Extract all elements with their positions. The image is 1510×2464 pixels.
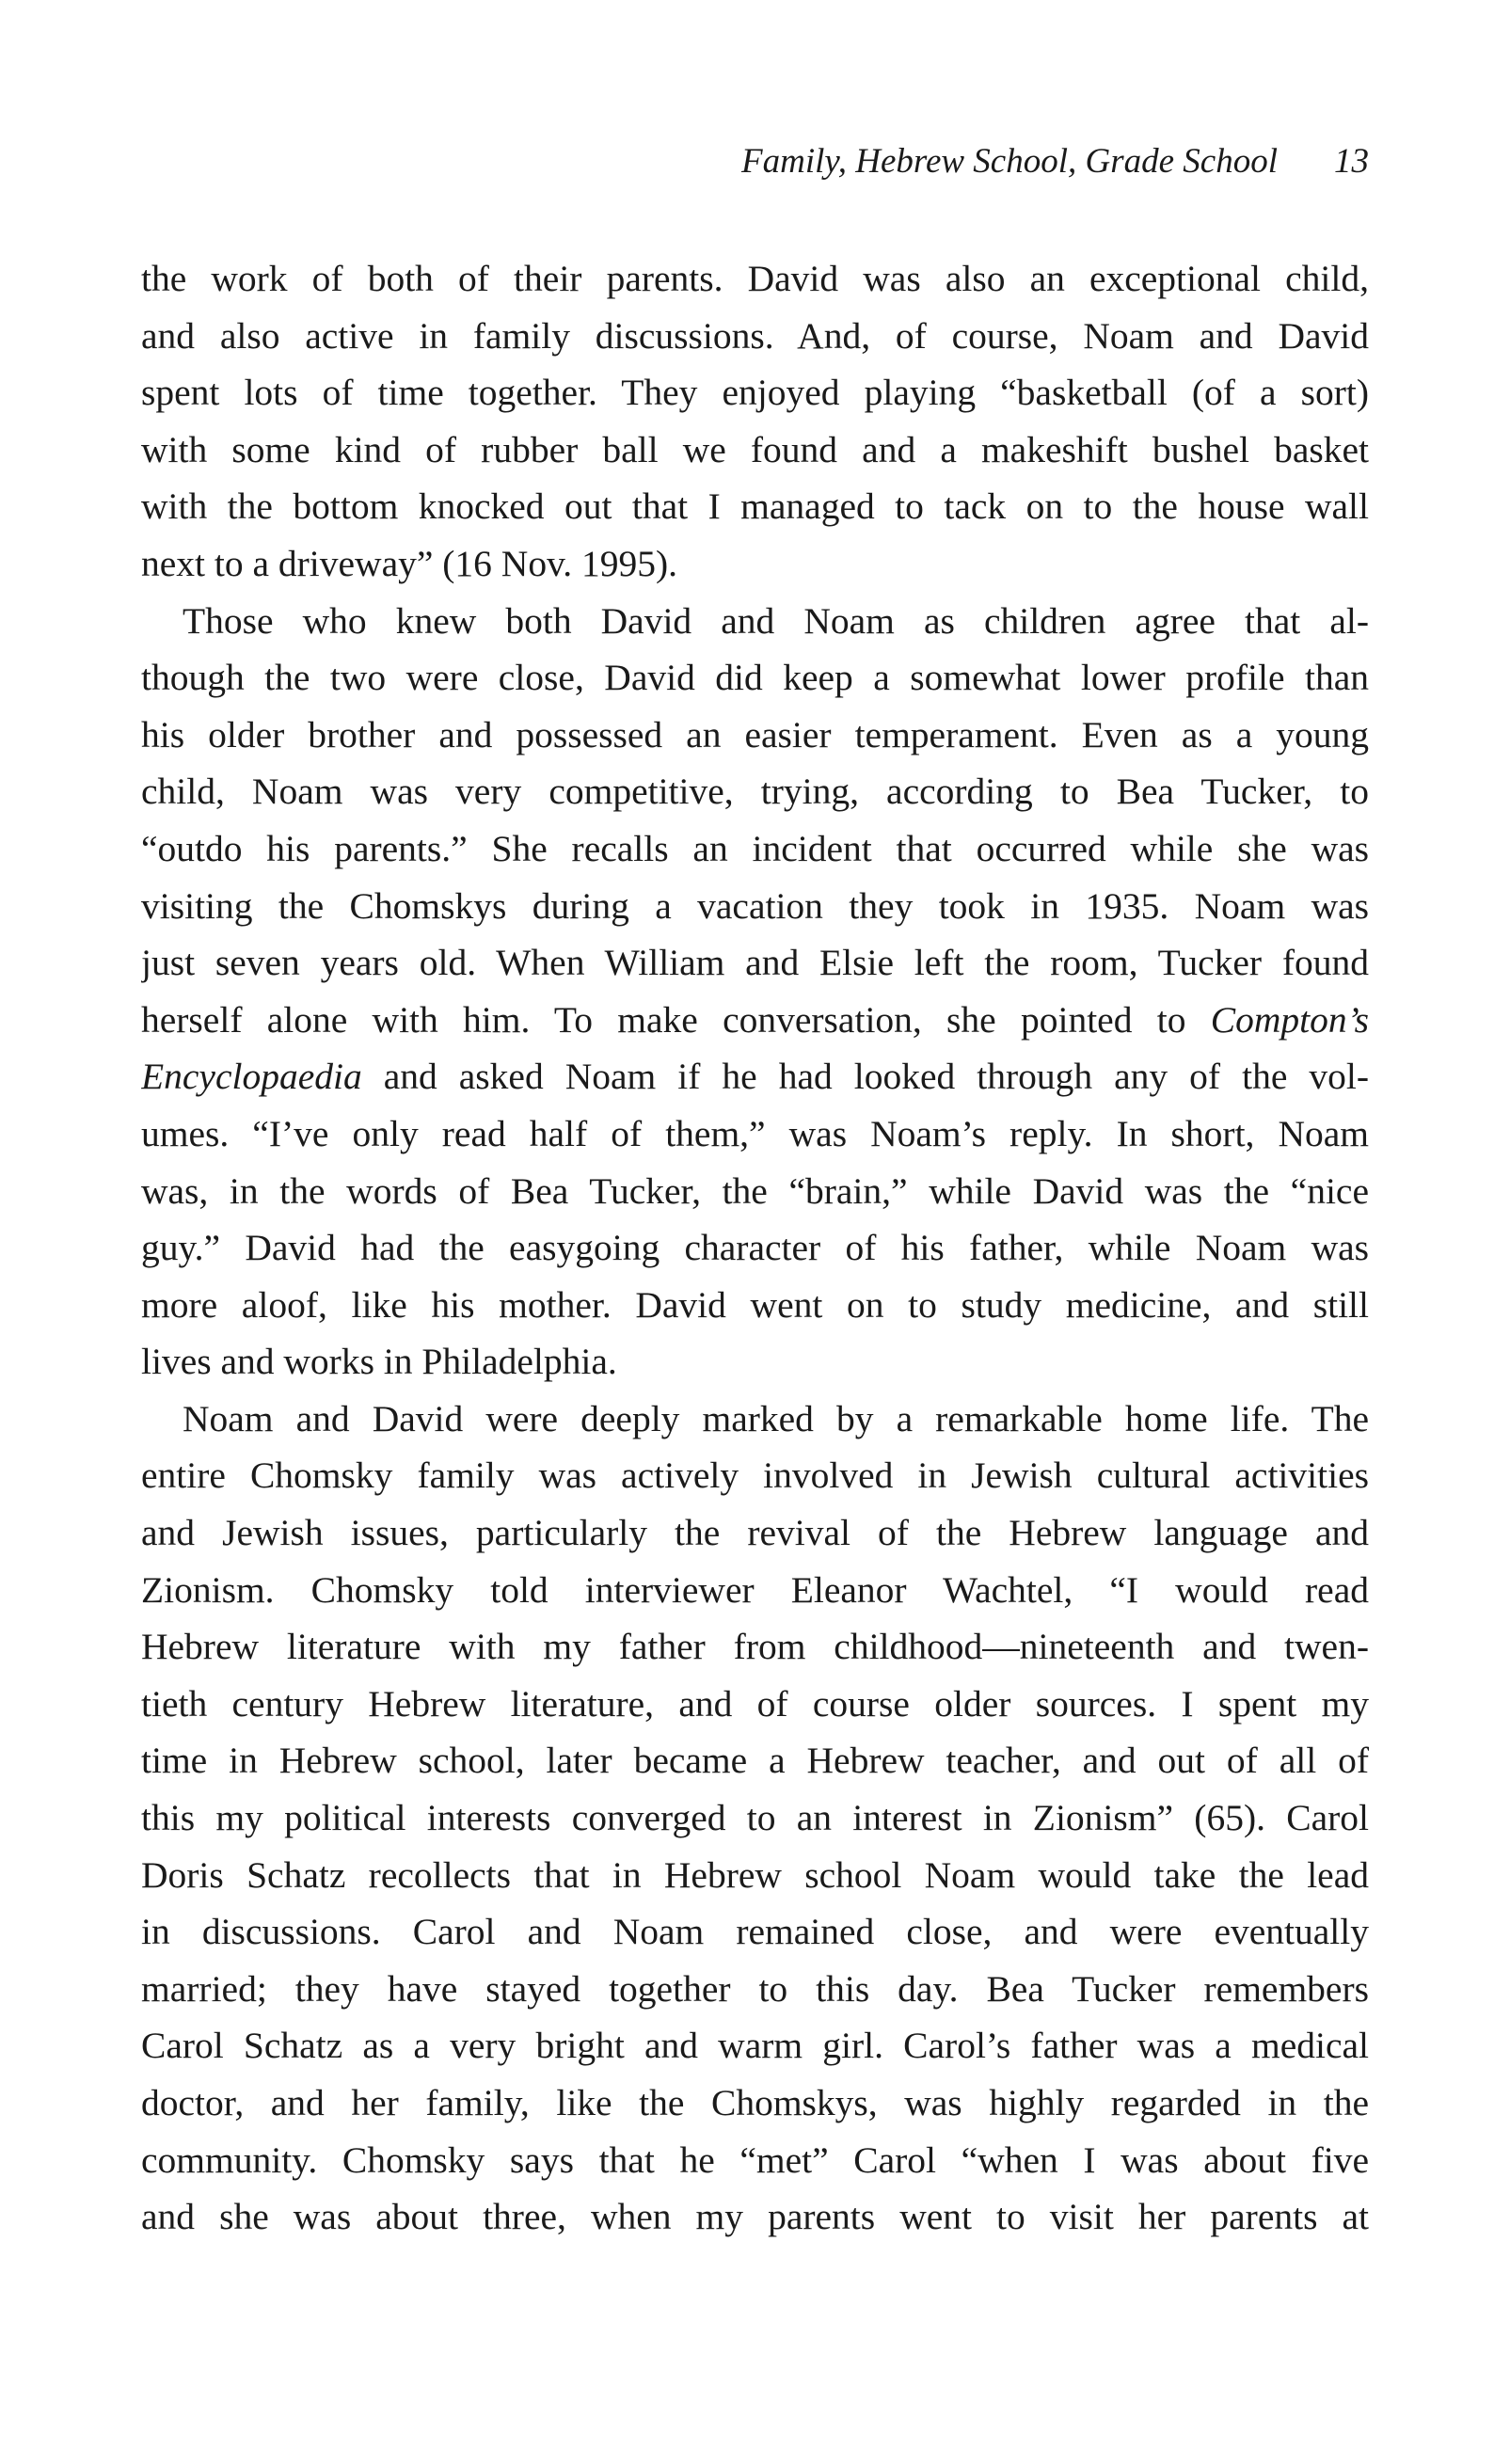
text-line: married; they have stayed together to this day. Bea Tucker remembers bbox=[141, 1967, 1369, 2010]
text-line: guy.” David had the easygoing character of his father, while Noam was bbox=[141, 1227, 1369, 1269]
text-line: with the bottom knocked out that I managed to tack on to the house wall bbox=[141, 485, 1369, 528]
text-line: in discussions. Carol and Noam remained close, and were eventually bbox=[141, 1911, 1369, 1953]
text-fragment: and asked Noam if he had looked through any of the vol- bbox=[383, 1056, 1369, 1098]
text-line: entire Chomsky family was actively involved in Jewish cultural activities bbox=[141, 1455, 1369, 1497]
text-line: umes. “I’ve only read half of them,” was Noam’s reply. In short, Noam bbox=[141, 1112, 1369, 1154]
text-line: Noam and David were deeply marked by a remarkable home life. The bbox=[183, 1397, 1369, 1439]
text-line: visiting the Chomskys during a vacation they took in 1935. Noam was bbox=[141, 884, 1369, 927]
body-text bbox=[141, 250, 1369, 2246]
text-fragment: herself alone with him. To make conversation, she pointed to bbox=[141, 998, 1186, 1041]
text-line bbox=[141, 992, 1369, 1049]
text-line: more aloof, like his mother. David went on to study medicine, and still bbox=[141, 1283, 1369, 1326]
text-line: doctor, and her family, like the Chomskys, was highly regarded in the bbox=[141, 2082, 1369, 2123]
text-line: community. Chomsky says that he “met” Carol “when I was about five bbox=[141, 2138, 1369, 2181]
text-line: lives and works in Philadelphia. bbox=[141, 1341, 617, 1383]
text-line: spent lots of time together. They enjoyed playing “basketball (of a sort) bbox=[141, 372, 1369, 414]
text-line: and she was about three, when my parents went to visit her parents at bbox=[141, 2196, 1369, 2238]
text-line: was, in the words of Bea Tucker, the “brain,” while David was the “nice bbox=[141, 1169, 1369, 1212]
text-line: Hebrew literature with my father from childhood—nineteenth and twen- bbox=[141, 1626, 1369, 1668]
text-line: though the two were close, David did keep a somewhat lower profile than bbox=[141, 657, 1369, 699]
text-line bbox=[141, 1048, 1369, 1105]
book-title-compton: Compton’s bbox=[1210, 998, 1369, 1041]
running-head bbox=[141, 134, 1369, 190]
book-title-encyclopaedia: Encyclopaedia bbox=[141, 1056, 362, 1098]
text-line: next to a driveway” (16 Nov. 1995). bbox=[141, 542, 678, 584]
text-line: Those who knew both David and Noam as children agree that al- bbox=[183, 599, 1369, 642]
text-line: this my political interests converged to an interest in Zionism” (65). Carol bbox=[141, 1797, 1369, 1839]
text-line: his older brother and possessed an easier temperament. Even as a young bbox=[141, 713, 1369, 755]
text-line: just seven years old. When William and Elsie left the room, Tucker found bbox=[141, 942, 1369, 984]
text-line: with some kind of rubber ball we found and a makeshift bushel basket bbox=[141, 428, 1369, 470]
text-line: and Jewish issues, particularly the revival of the Hebrew language and bbox=[141, 1512, 1369, 1554]
text-line: child, Noam was very competitive, trying, according to Bea Tucker, to bbox=[141, 771, 1369, 813]
text-line: Carol Schatz as a very bright and warm girl. Carol’s father was a medical bbox=[141, 2025, 1369, 2067]
text-line: Zionism. Chomsky told interviewer Eleanor Wachtel, “I would read bbox=[141, 1568, 1369, 1611]
running-head-title: Family, Hebrew School, Grade School bbox=[741, 142, 1278, 181]
text-line: and also active in family discussions. And, of course, Noam and David bbox=[141, 314, 1369, 357]
text-line: Doris Schatz recollects that in Hebrew school Noam would take the lead bbox=[141, 1853, 1369, 1896]
text-line: time in Hebrew school, later became a Hebrew teacher, and out of all of bbox=[141, 1740, 1369, 1782]
text-line: “outdo his parents.” She recalls an incident that occurred while she was bbox=[141, 827, 1369, 869]
text-line: tieth century Hebrew literature, and of course older sources. I spent my bbox=[141, 1682, 1369, 1725]
text-line: the work of both of their parents. David was also an exceptional child, bbox=[141, 258, 1369, 299]
page-number: 13 bbox=[1334, 142, 1369, 181]
